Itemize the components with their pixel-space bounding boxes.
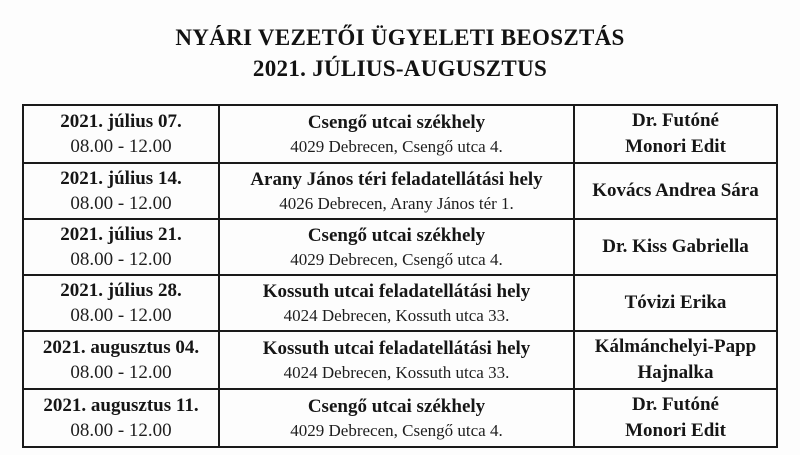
time-text: 08.00 - 12.00 bbox=[70, 249, 172, 270]
page-title-line2: 2021. JÚLIUS-AUGUSZTUS bbox=[252, 56, 548, 81]
table-row bbox=[23, 105, 777, 163]
time-text: 08.00 - 12.00 bbox=[70, 420, 172, 441]
date-text: 2021. július 21. bbox=[60, 224, 182, 245]
location-address: 4029 Debrecen, Csengő utca 4. bbox=[290, 249, 503, 269]
location-cell bbox=[219, 331, 574, 389]
date-cell bbox=[23, 105, 219, 163]
person-cell: Dr. Kiss Gabriella bbox=[574, 219, 777, 275]
date-text: 2021. augusztus 11. bbox=[43, 395, 199, 416]
location-address: 4029 Debrecen, Csengő utca 4. bbox=[290, 420, 503, 440]
location-name: Kossuth utcai feladatellátási hely bbox=[262, 337, 531, 359]
schedule-table bbox=[22, 104, 778, 448]
time-text: 08.00 - 12.00 bbox=[70, 193, 172, 214]
person-cell: Dr. Futóné Monori Edit bbox=[574, 105, 777, 163]
time-text: 08.00 - 12.00 bbox=[70, 136, 172, 157]
date-text: 2021. július 14. bbox=[60, 168, 182, 189]
date-cell bbox=[23, 275, 219, 331]
date-text: 2021. augusztus 04. bbox=[42, 337, 200, 358]
location-name: Csengő utcai székhely bbox=[307, 395, 486, 417]
page-title bbox=[0, 22, 800, 84]
date-text: 2021. július 07. bbox=[60, 111, 182, 132]
table-row bbox=[23, 163, 777, 219]
location-address: 4026 Debrecen, Arany János tér 1. bbox=[279, 193, 514, 213]
time-text: 08.00 - 12.00 bbox=[70, 305, 172, 326]
table-row bbox=[23, 219, 777, 275]
location-address: 4029 Debrecen, Csengő utca 4. bbox=[290, 136, 503, 156]
person-cell: Dr. Futóné Monori Edit bbox=[574, 389, 777, 447]
date-cell bbox=[23, 163, 219, 219]
location-name: Kossuth utcai feladatellátási hely bbox=[262, 280, 531, 302]
location-name: Csengő utcai székhely bbox=[307, 111, 486, 133]
time-text: 08.00 - 12.00 bbox=[70, 362, 172, 383]
location-cell bbox=[219, 275, 574, 331]
location-name: Arany János téri feladatellátási hely bbox=[250, 168, 543, 190]
date-cell bbox=[23, 389, 219, 447]
location-cell bbox=[219, 105, 574, 163]
location-address: 4024 Debrecen, Kossuth utca 33. bbox=[283, 305, 510, 325]
location-cell bbox=[219, 163, 574, 219]
location-cell bbox=[219, 219, 574, 275]
page-title-line1: NYÁRI VEZETŐI ÜGYELETI BEOSZTÁS bbox=[175, 25, 625, 50]
date-text: 2021. július 28. bbox=[60, 280, 182, 301]
location-name: Csengő utcai székhely bbox=[307, 224, 486, 246]
location-cell bbox=[219, 389, 574, 447]
person-cell: Kálmánchelyi-Papp Hajnalka bbox=[574, 331, 777, 389]
person-cell: Tóvizi Erika bbox=[574, 275, 777, 331]
table-row bbox=[23, 389, 777, 447]
location-address: 4024 Debrecen, Kossuth utca 33. bbox=[283, 362, 510, 382]
person-cell: Kovács Andrea Sára bbox=[574, 163, 777, 219]
table-row bbox=[23, 331, 777, 389]
table-row bbox=[23, 275, 777, 331]
date-cell bbox=[23, 219, 219, 275]
date-cell bbox=[23, 331, 219, 389]
